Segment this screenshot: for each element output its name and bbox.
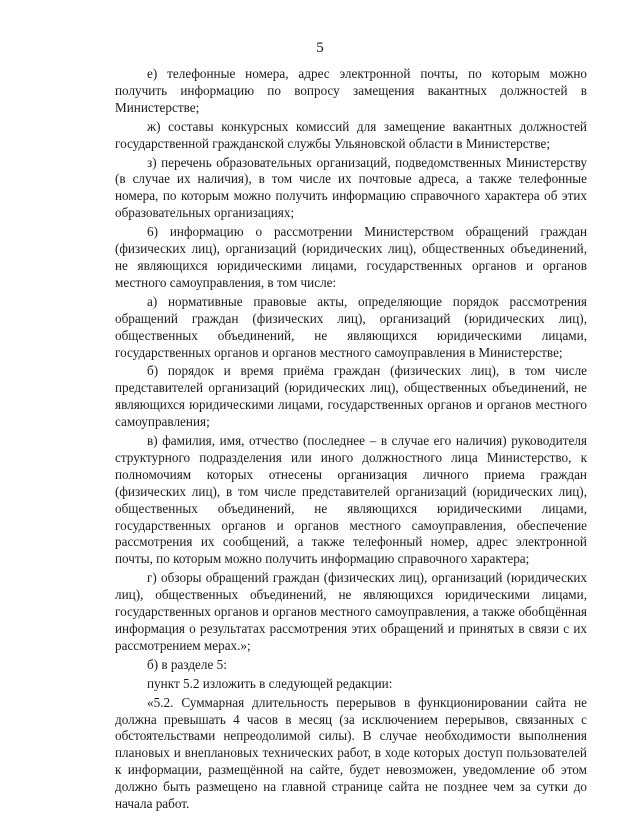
paragraph-b-reception-order: б) порядок и время приёма граждан (физических лиц), в том числе представителей организаций (юридических лиц), общественных объединений, не являющихся юридическими лицами, государственных органов и органов местного самоуправления;: [115, 363, 587, 430]
paragraph-e-phone-email: е) телефонные номера, адрес электронной почты, по которым можно получить информацию по вопросу замещения вакантных должностей в Министерстве;: [115, 66, 587, 115]
document-body: [115, 66, 587, 815]
paragraph-a-legal-acts: а) нормативные правовые акты, определяющие порядок рассмотрения обращений граждан (физических лиц), организаций (юридических лиц), общественных объединений, не являющихся юридическими лицами, государственных органов и органов местного самоуправления в Министерстве;: [115, 293, 587, 360]
paragraph-v-responsible-official: в) фамилия, имя, отчество (последнее – в случае его наличия) руководителя структурного подразделения или иного должностного лица Министерство, к полномочиям которых отнесены организация личного приема граждан (физических лиц), в том числе представителей организаций (юридических лиц), общественных объединений, не являющихся юридическими лицами, государственных органов и органов местного самоуправления, обеспечение рассмотрения их сообщений, а также телефонный номер, адрес электронной почты, по которым можно получить информацию справочного характера;: [115, 433, 587, 567]
paragraph-6-appeals-info: 6) информацию о рассмотрении Министерством обращений граждан (физических лиц), организаций (юридических лиц), общественных объединений, не являющихся юридическими лицами, государственных органов и органов местного самоуправления, в том числе:: [115, 224, 587, 290]
page-number: 5: [316, 40, 324, 56]
paragraph-z-organizations: з) перечень образовательных организаций, подведомственных Министерству (в случае их наличия), в том числе их почтовые адреса, а также телефонные номера, по которым можно получить информацию справочного характера об этих образовательных организациях;: [115, 154, 587, 221]
paragraph-zh-commissions: ж) составы конкурсных комиссий для замещение вакантных должностей государственной гражданской службы Ульяновской области в Министерстве;: [115, 118, 587, 151]
paragraph-item-5-2-intro: пункт 5.2 изложить в следующей редакции:: [147, 675, 393, 691]
paragraph-g-reviews: г) обзоры обращений граждан (физических лиц), организаций (юридических лиц), общественных объединений, не являющихся юридическими лицами, государственных органов и органов местного самоуправления, а также обобщённая информация о результатах рассмотрения этих обращений и принятых в связи с их рассмотрением мерах.»;: [115, 570, 587, 653]
paragraph-section-5: б) в разделе 5:: [147, 656, 227, 672]
paragraph-item-5-2-text: «5.2. Суммарная длительность перерывов в функционировании сайта не должна превышать 4 часов в месяц (за исключением перерывов, связанных с обстоятельствами непреодолимой силы). В случае необходимости выполнения плановых и внеплановых технических работ, в ходе которых доступ пользователей к информации, размещённой на сайте, будет невозможен, уведомление об этом должно быть размещено на главной странице сайта не позднее чем за сутки до начала работ.: [115, 694, 587, 812]
